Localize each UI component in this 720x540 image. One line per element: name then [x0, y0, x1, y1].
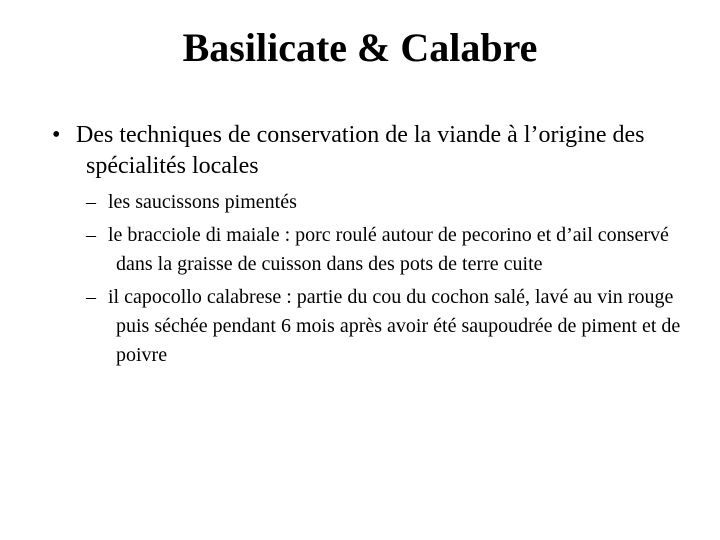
- bullet-item-main: [52, 120, 682, 182]
- sub-bullet-text-bracciole: le bracciole di maiale : porc roulé autour de pecorino et d’ail conservé dans la graisse de cuisson dans des pots de terre cuite: [108, 224, 669, 275]
- slide-title: Basilicate & Calabre: [182, 25, 538, 70]
- dash-marker: –: [86, 191, 96, 213]
- sub-bullet-item: [52, 188, 682, 217]
- bullet-list: [52, 120, 682, 374]
- bullet-marker: •: [52, 122, 61, 148]
- sub-bullet-text-saucissons: les saucissons pimentés: [108, 191, 297, 213]
- sub-bullet-list: [52, 188, 682, 370]
- sub-bullet-text-capocollo: il capocollo calabrese : partie du cou du cochon salé, lavé au vin rouge puis séchée pendant 6 mois après avoir été saupoudrée de piment et de poivre: [108, 286, 681, 366]
- bullet-text-main: Des techniques de conservation de la viande à l’origine des spécialités locales: [76, 122, 645, 179]
- dash-marker: –: [86, 286, 96, 308]
- sub-bullet-item: [52, 221, 682, 279]
- dash-marker: –: [86, 224, 96, 246]
- sub-bullet-group: [52, 188, 682, 370]
- sub-bullet-item: [52, 283, 682, 370]
